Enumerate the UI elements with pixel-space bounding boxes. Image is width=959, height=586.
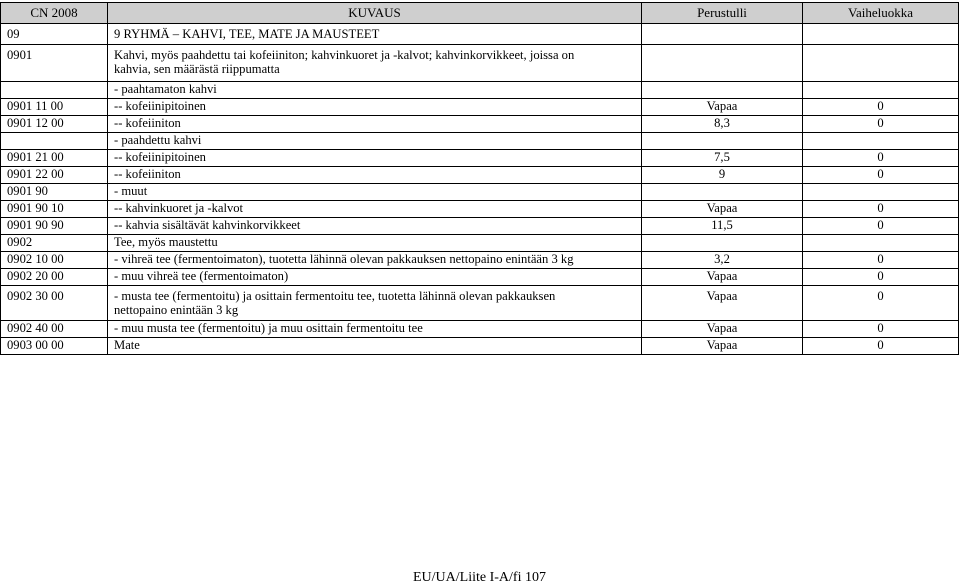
description: Mate (108, 338, 642, 355)
description: -- kofeiinipitoinen (108, 99, 642, 116)
description: -- kofeiiniton (108, 167, 642, 184)
basic-duty: Vapaa (642, 201, 803, 218)
table-row (1, 338, 959, 355)
staging-category: 0 (803, 218, 959, 235)
description (108, 24, 642, 45)
table-row (1, 150, 959, 167)
description: - muut (108, 184, 642, 201)
description: - vihreä tee (fermentoimaton), tuotetta lähinnä olevan pakkauksen nettopaino enintään 3 kg (108, 252, 642, 269)
cn-code: 0902 40 00 (1, 321, 108, 338)
basic-duty: 9 (642, 167, 803, 184)
table-row (1, 201, 959, 218)
description-line-2: nettopaino enintään 3 kg (114, 303, 239, 317)
cn-code: 0903 00 00 (1, 338, 108, 355)
cn-code: 0902 10 00 (1, 252, 108, 269)
basic-duty: 3,2 (642, 252, 803, 269)
cn-code: 0902 30 00 (1, 286, 108, 321)
basic-duty (642, 45, 803, 82)
staging-category: 0 (803, 150, 959, 167)
description: - paahtamaton kahvi (108, 82, 642, 99)
basic-duty (642, 184, 803, 201)
description-line: 9 RYHMÄ – KAHVI, TEE, MATE JA MAUSTEET (114, 27, 380, 41)
cn-code: 09 (1, 24, 108, 45)
header-kuvaus: KUVAUS (108, 3, 642, 24)
cn-code (1, 133, 108, 150)
cn-code: 0902 20 00 (1, 269, 108, 286)
cn-code: 0901 12 00 (1, 116, 108, 133)
page-footer-reference: EU/UA/Liite I-A/fi 107 (413, 570, 546, 585)
header-cn-2008: CN 2008 (1, 3, 108, 24)
cn-code: 0901 90 90 (1, 218, 108, 235)
table-row (1, 286, 959, 321)
table-row (1, 167, 959, 184)
basic-duty: Vapaa (642, 286, 803, 321)
table-header-row (1, 3, 959, 24)
header-perustulli: Perustulli (642, 3, 803, 24)
table-row (1, 99, 959, 116)
basic-duty: Vapaa (642, 99, 803, 116)
table-body (1, 24, 959, 355)
basic-duty: 8,3 (642, 116, 803, 133)
staging-category: 0 (803, 286, 959, 321)
cn-code: 0901 (1, 45, 108, 82)
staging-category (803, 24, 959, 45)
basic-duty: Vapaa (642, 321, 803, 338)
table-row (1, 252, 959, 269)
tariff-table (0, 2, 959, 355)
description: - muu vihreä tee (fermentoimaton) (108, 269, 642, 286)
staging-category (803, 133, 959, 150)
basic-duty (642, 133, 803, 150)
table-row (1, 269, 959, 286)
staging-category (803, 82, 959, 99)
description-line: Kahvi, myös paahdettu tai kofeiiniton; kahvinkuoret ja -kalvot; kahvinkorvikkeet, joissa on (114, 48, 575, 62)
staging-category: 0 (803, 338, 959, 355)
basic-duty: 7,5 (642, 150, 803, 167)
cn-code (1, 82, 108, 99)
basic-duty (642, 235, 803, 252)
cn-code: 0901 21 00 (1, 150, 108, 167)
basic-duty: Vapaa (642, 338, 803, 355)
basic-duty (642, 24, 803, 45)
header-vaiheluokka: Vaiheluokka (803, 3, 959, 24)
description: -- kofeiiniton (108, 116, 642, 133)
staging-category: 0 (803, 116, 959, 133)
description: - muu musta tee (fermentoitu) ja muu osittain fermentoitu tee (108, 321, 642, 338)
description-line-2: kahvia, sen määrästä riippumatta (114, 62, 280, 76)
description: -- kahvia sisältävät kahvinkorvikkeet (108, 218, 642, 235)
table-row (1, 133, 959, 150)
basic-duty: Vapaa (642, 269, 803, 286)
cn-code: 0901 11 00 (1, 99, 108, 116)
table-row (1, 235, 959, 252)
table-row (1, 24, 959, 45)
staging-category (803, 235, 959, 252)
staging-category (803, 184, 959, 201)
description: - paahdettu kahvi (108, 133, 642, 150)
basic-duty: 11,5 (642, 218, 803, 235)
table-row (1, 116, 959, 133)
table-row (1, 184, 959, 201)
description: Tee, myös maustettu (108, 235, 642, 252)
cn-code: 0901 22 00 (1, 167, 108, 184)
description (108, 45, 642, 82)
table-row (1, 321, 959, 338)
description (108, 286, 642, 321)
table-row (1, 45, 959, 82)
description: -- kofeiinipitoinen (108, 150, 642, 167)
staging-category: 0 (803, 99, 959, 116)
staging-category: 0 (803, 269, 959, 286)
table-row (1, 82, 959, 99)
description: -- kahvinkuoret ja -kalvot (108, 201, 642, 218)
description-line: - musta tee (fermentoitu) ja osittain fermentoitu tee, tuotetta lähinnä olevan pakkauksen (114, 289, 556, 303)
table-row (1, 218, 959, 235)
staging-category: 0 (803, 167, 959, 184)
staging-category: 0 (803, 201, 959, 218)
cn-code: 0901 90 (1, 184, 108, 201)
staging-category: 0 (803, 321, 959, 338)
staging-category (803, 45, 959, 82)
basic-duty (642, 82, 803, 99)
cn-code: 0901 90 10 (1, 201, 108, 218)
cn-code: 0902 (1, 235, 108, 252)
staging-category: 0 (803, 252, 959, 269)
